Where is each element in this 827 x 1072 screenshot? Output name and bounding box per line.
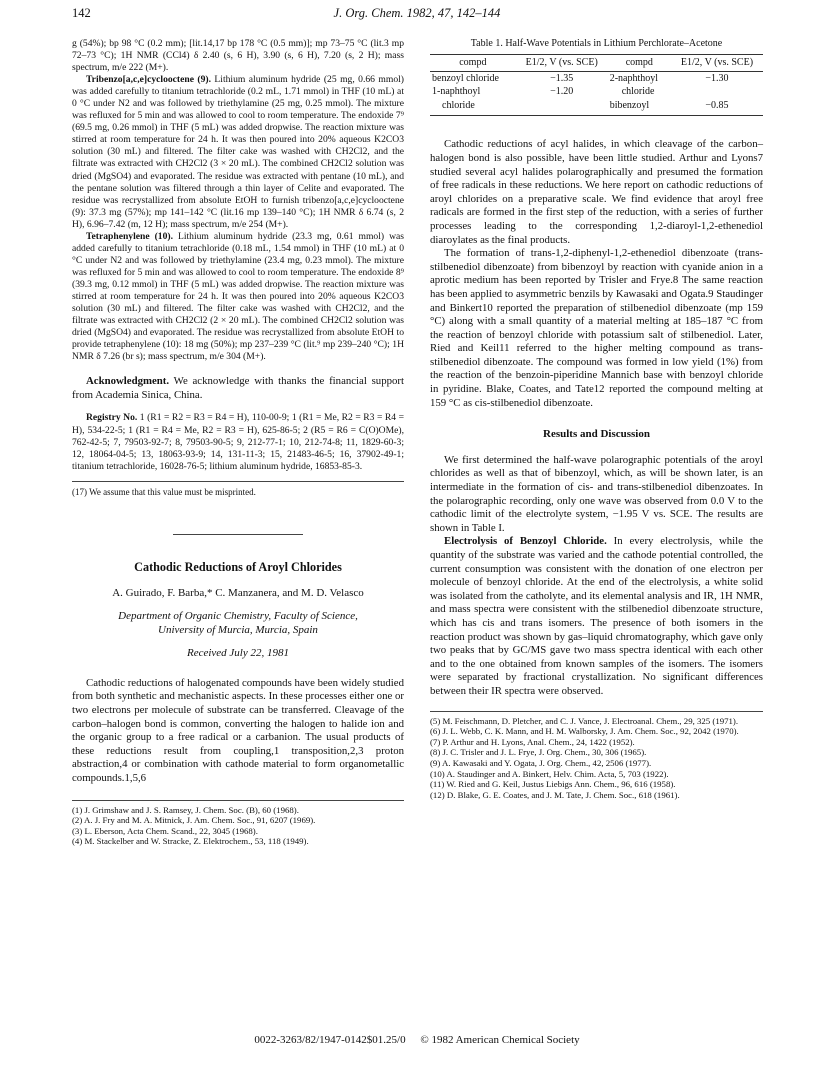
table-cell: [516, 99, 608, 116]
footnotes-right: [430, 711, 763, 801]
compound-heading-9: Tribenzo[a,c,e]cyclooctene (9).: [86, 74, 211, 86]
footnote-3: (3) L. Eberson, Acta Chem. Scand., 22, 3045 (1968).: [72, 825, 258, 836]
table-row: [430, 71, 763, 85]
right-column: [430, 38, 763, 800]
running-header: [72, 4, 762, 22]
footnote-2: (2) A. J. Fry and M. A. Mitnick, J. Am. Chem. Soc., 91, 6207 (1969).: [72, 815, 316, 826]
article-title: Cathodic Reductions of Aroyl Chlorides: [134, 559, 342, 574]
table-cell: [671, 85, 763, 99]
article-divider: [173, 534, 303, 535]
footnote-6: (6) J. L. Webb, C. K. Mann, and H. M. Walborsky, J. Am. Chem. Soc., 92, 2042 (1970).: [430, 726, 739, 737]
acknowledgment-text: We acknowledge with thanks the financial support from Academia Sinica, China.: [72, 375, 404, 401]
table-cell: −1.35: [550, 72, 574, 84]
table-header-cell: E1/2, V (vs. SCE): [516, 55, 608, 72]
footnote-8: (8) J. C. Trisler and J. L. Frye, J. Org. Chem., 30, 306 (1965).: [430, 747, 647, 758]
body-paragraph-3: We first determined the half-wave polarographic potentials of the aroyl chlorides as well as that of bibenzoyl, which, as will be shown later, is an intermediate in the formation of cis- and trans-stilbenediol dibenzoates. In the polarographic recording, only one wave was observed from 0.0 V to the cathodic limit of the electrolyte system, −1.95 V vs. SCE. The results are shown in Table I.: [430, 453, 763, 534]
left-column: [72, 38, 404, 847]
experimental-continuation: g (54%); bp 98 °C (0.2 mm); [lit.14,17 bp 178 °C (0.5 mm)]; mp 73–75 °C (lit.3 mp 72–73 °C); 1H NMR (CCl4) δ 2.40 (s, 6 H), 3.90 (s, 6 H), 7.20 (s, 2 H); mass spectrum, m/e 222 (M+).: [72, 38, 404, 74]
footnotes-left: [72, 800, 404, 847]
journal-citation: J. Org. Chem. 1982, 47, 142–144: [333, 6, 501, 20]
table-header-cell: compd: [608, 55, 671, 72]
acknowledgment: [72, 375, 404, 402]
table-header-row: [430, 55, 763, 72]
section-heading: Results and Discussion: [543, 428, 650, 441]
footnote-12: (12) D. Blake, G. E. Coates, and J. M. Tate, J. Chem. Soc., 618 (1961).: [430, 789, 680, 800]
article-affiliation: [72, 609, 404, 637]
affiliation-line-2: University of Murcia, Murcia, Spain: [158, 623, 318, 636]
registry-numbers: [72, 412, 404, 472]
table-1: [430, 54, 763, 116]
table-row: [430, 99, 763, 116]
table-cell: −1.30: [705, 72, 729, 84]
table-cell: chloride: [430, 99, 516, 116]
table-cell: 2-naphthoyl: [609, 72, 659, 84]
page-footer: [72, 1034, 762, 1046]
footnote-7: (7) P. Arthur and H. Lyons, Anal. Chem., 24, 1422 (1952).: [430, 736, 635, 747]
table-1-title: Table 1. Half-Wave Potentials in Lithium Perchlorate–Acetone: [470, 38, 723, 49]
table-cell: benzoyl chloride: [432, 72, 499, 84]
subsection-text: In every electrolysis, while the quantity of the substrate was varied and the cathode potential controlled, the current consumption was consistent with the donation of one electron per molecule of benzoyl chloride. At the end of the electrolysis, a white solid was isolated from the catholyte, and its elemental analysis and IR, 1H NMR, and mass spectra were consistent with the stilbenediol dibenzoate structure, which has cis and trans isomers. The presence of both isomers in the reaction product was shown by gas–liquid chromatography, which gave only two peaks that by GC/MS gave two mass spectra identical with each other and to the one obtained from known samples of the isomers. The isomers were separated by fractional crystallization. No significant differences between their IR spectra were observed.: [430, 535, 763, 697]
body-paragraph-1: Cathodic reductions of acyl halides, in which cleavage of the carbon–halogen bond is also possible, have been little studied. Arthur and Lyons7 studied several acyl halides polarographically and presumed the formation of free radicals in these reductions. We here report on cathodic reductions of aroyl chlorides on a preparative scale. We find evidence that aroyl free radicals are formed in the first step of the reduction, with a series of further processes leading to the corresponding 1,2-diaroyl-1,2-ethenediol diaroylates as the final products.: [430, 138, 763, 246]
page-number: 142: [72, 6, 91, 20]
table-cell: −0.85: [671, 99, 763, 116]
table-header-cell: E1/2, V (vs. SCE): [671, 55, 763, 72]
article-code: 0022-3263/82/1947-0142$01.25/0: [254, 1034, 406, 1046]
acknowledgment-heading: Acknowledgment.: [86, 375, 170, 388]
article-authors: A. Guirado, F. Barba,* C. Manzanera, and M. D. Velasco: [112, 586, 364, 599]
experimental-paragraph-9: [72, 74, 404, 231]
footnote-9: (9) A. Kawasaki and Y. Ogata, J. Org. Chem., 42, 2506 (1977).: [430, 757, 652, 768]
introduction-paragraph: Cathodic reductions of halogenated compounds have been widely studied from both synthetic and mechanistic aspects. In these processes either one or two electrons per molecule of substrate can be transferred. Cleavage of the carbon–halogen bond is common, converting the halogen to halide ion and the organic group to a free radical or a carbanion. The usual products of these reductions result from coupling,1 transposition,2,3 proton abstraction,4 or combination with cathode material to form organometallic compounds.1,5,6: [72, 676, 404, 784]
footnote-10: (10) A. Staudinger and A. Binkert, Helv. Chim. Acta, 5, 703 (1922).: [430, 768, 669, 779]
compound-heading-10: Tetraphenylene (10).: [86, 230, 173, 242]
table-row: [430, 85, 763, 99]
registry-heading: Registry No.: [86, 412, 138, 424]
table-cell: 1-naphthoyl: [432, 86, 481, 98]
affiliation-line-1: Department of Organic Chemistry, Faculty of Science,: [118, 609, 358, 622]
procedure-text-9: Lithium aluminum hydride (25 mg, 0.66 mmol) was added carefully to titanium tetrachloride (0.2 mL, 1.71 mmol) in THF (10 mL) at 0 °C under N2 and was followed by triethylamine (25 mg, 0.25 mmol). The mixture was refluxed for 5 min and was allowed to cool to room temperature. The endoxide 7⁹ (69.5 mg, 0.26 mmol) in THF (5 mL) was added dropwise. The reaction mixture was stirred at room temperature for 24 h. It was then poured into 20% aqueous K2CO3 solution (30 mL) and filtered. The filter cake was washed with CH2Cl2, and the filtrate was extracted with CH2Cl2 (3 × 20 mL). The combined CH2Cl2 solution was dried (MgSO4) and evaporated. The residue was extracted with pentane (10 mL), and the pentane solution was filtered through a thin layer of Celite and evaporated. The residue was recrystallized from absolute EtOH to furnish tribenzo[a,c,e]cyclooctene (9): 37.3 mg (57%); mp 141–142 °C (lit.16 mp 139–140 °C); 1H NMR δ 6.74 (s, 2 H), 6.96–7.42 (m, 12 H); mass spectrum, m/e 254 (M+).: [72, 74, 404, 230]
copyright-notice: © 1982 American Chemical Society: [420, 1034, 580, 1046]
received-date: Received July 22, 1981: [186, 646, 289, 659]
footnote-11: (11) W. Ried and G. Keil, Justus Liebigs Ann. Chem., 96, 616 (1958).: [430, 779, 676, 790]
table-cell: chloride: [621, 86, 655, 98]
table-cell: bibenzoyl: [608, 99, 671, 116]
table-cell: −1.20: [550, 86, 574, 98]
footnote-5: (5) M. Feischmann, D. Pletcher, and C. J. Vance, J. Electroanal. Chem., 29, 325 (1971).: [430, 715, 739, 726]
table-header-cell: compd: [430, 55, 516, 72]
subsection-heading: Electrolysis of Benzoyl Chloride.: [444, 535, 607, 548]
registry-text: 1 (R1 = R2 = R3 = R4 = H), 110-00-9; 1 (R1 = Me, R2 = R3 = R4 = H), 534-22-5; 1 (R1 = R4 = Me, R2 = R3 = H), 625-86-5; 2 (R5 = R6 = C(O)OMe), 762-42-5; 7, 79503-92-7; 8, 79503-90-5; 9, 212-77-1; 10, 212-74-8; 11, 1829-60-3; 12, 18064-04-5; 13, 18063-93-9; 14, 131-11-3; 15, 21483-46-5; 16, 37902-49-1; titanium tetrachloride, 16028-76-5; lithium aluminum hydride, 16853-85-3.: [72, 412, 405, 472]
body-paragraph-4: [430, 535, 763, 698]
footnote-4: (4) M. Stackelber and W. Stracke, Z. Elektrochem., 53, 118 (1949).: [72, 836, 309, 847]
experimental-paragraph-10: [72, 231, 404, 364]
footnote-1: (1) J. Grimshaw and J. S. Ramsey, J. Chem. Soc. (B), 60 (1968).: [72, 804, 299, 815]
body-paragraph-2: The formation of trans-1,2-diphenyl-1,2-ethenediol dibenzoate (trans-stilbenediol dibenzoate) from bibenzoyl by reaction with cyanide anion in a aprotic medium has been reported by Trisler and Frye.8 The same reaction has been applied to asymmetric benzils by Kawasaki and Ogata.9 Staudinger and Binkert10 reported the preparation of stilbenediol dibenzoate (mp 159 °C) along with a small quantity of a material melting at 185–187 °C from the reaction of benzoyl chloride with potassium salt of stilbenediol. Later, Ried and Keil11 referred to the higher melting compound as trans-stilbenediol dibenzoate. The compound was formed in low yield (1%) from the reaction of the benzoin-piperidine Mannich base with benzoyl chloride in pyridine. Blake, Coates, and Tate12 reported the compound melting at 159 °C as cis-stilbenediol dibenzoate.: [430, 247, 763, 409]
procedure-text-10: Lithium aluminum hydride (23.3 mg, 0.61 mmol) was added carefully to titanium tetrachloride (0.18 mL, 1.54 mmol) in THF (10 mL) at 0 °C under N2 and was followed by triethylamine (23.4 mg, 0.23 mmol). The mixture was refluxed for 5 min and was allowed to cool to room temperature. The endoxide 8⁹ (39.3 mg, 0.12 mmol) in THF (5 mL) was added dropwise. The reaction mixture was stirred at room temperature for 24 h. It was then poured into 20% aqueous K2CO3 solution (30 mL) and filtered. The filter cake was washed with CH2Cl2, and the filtrate was extracted with CH2Cl2 (2 × 20 mL). The combined CH2Cl2 solution was dried (MgSO4) and evaporated. The residue was recrystallized from absolute EtOH to provide tetraphenylene (10): 18 mg (50%); mp 237–239 °C (lit.⁹ mp 239–240 °C); 1H NMR δ 7.26 (br s); mass spectrum, m/e 304 (M+).: [72, 230, 404, 363]
footnote-17: (17) We assume that this value must be misprinted.: [72, 481, 404, 498]
